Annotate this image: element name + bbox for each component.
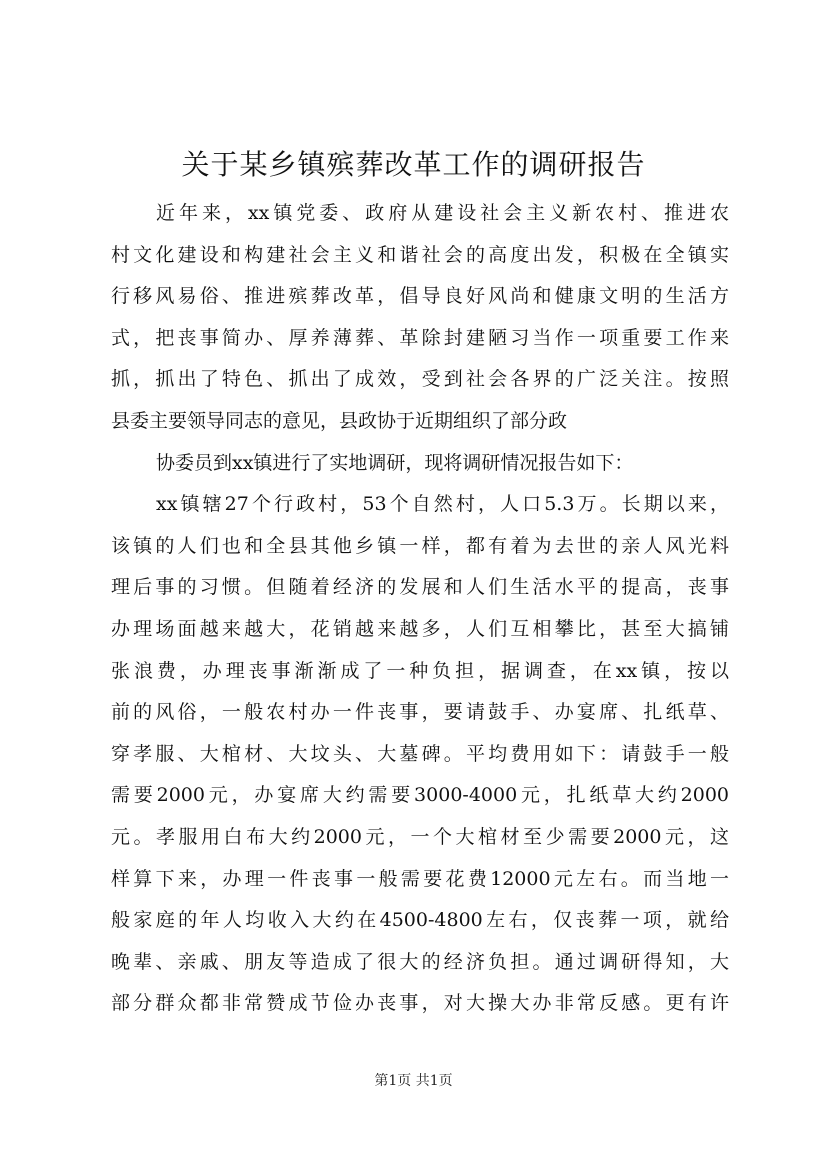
text-line: 该镇的人们也和全县其他乡镇一样，都有着为去世的亲人风光料: [111, 534, 729, 557]
page-footer: 第1页 共1页: [374, 1073, 453, 1089]
text-line: 穿孝服、大棺材、大坟头、大墓碑。平均费用如下：请鼓手一般: [111, 742, 729, 765]
text-line: 元。孝服用白布大约2000元，一个大棺材至少需要2000元，这: [111, 825, 729, 848]
text-line: xx镇辖27个行政村，53个自然村，人口5.3万。长期以来，: [156, 493, 729, 516]
text-line: 抓，抓出了特色、抓出了成效，受到社会各界的广泛关注。按照: [111, 368, 729, 391]
text-line: 部分群众都非常赞成节俭办丧事，对大操大办非常反感。更有许: [111, 992, 729, 1015]
text-line: 办理场面越来越大，花销越来越多，人们互相攀比，甚至大搞铺: [111, 617, 729, 640]
text-line: 样算下来，办理一件丧事一般需要花费12000元左右。而当地一: [111, 867, 729, 890]
text-line: 般家庭的年人均收入大约在4500-4800左右，仅丧葬一项，就给: [111, 909, 729, 932]
text-line: 村文化建设和构建社会主义和谐社会的高度出发，积极在全镇实: [111, 243, 729, 266]
text-line: 县委主要领导同志的意见，县政协于近期组织了部分政: [111, 409, 568, 432]
text-line: 近年来，xx镇党委、政府从建设社会主义新农村、推进农: [156, 202, 729, 224]
text-line: 式，把丧事简办、厚养薄葬、革除封建陋习当作一项重要工作来: [111, 326, 729, 349]
document-title: 关于某乡镇殡葬改革工作的调研报告: [181, 148, 646, 181]
text-line: 晚辈、亲戚、朋友等造成了很大的经济负担。通过调研得知，大: [111, 950, 729, 973]
text-line: 行移风易俗、推进殡葬改革，倡导良好风尚和健康文明的生活方: [111, 285, 729, 308]
text-line: 协委员到xx镇进行了实地调研，现将调研情况报告如下：: [156, 451, 634, 474]
text-line: 张浪费，办理丧事渐渐成了一种负担，据调查，在xx镇，按以: [111, 659, 729, 682]
text-line: 前的风俗，一般农村办一件丧事，要请鼓手、办宴席、扎纸草、: [111, 701, 729, 724]
text-line: 理后事的习惯。但随着经济的发展和人们生活水平的提高，丧事: [111, 576, 729, 599]
text-line: 需要2000元，办宴席大约需要3000-4000元，扎纸草大约2000: [111, 784, 729, 807]
document-body: [111, 193, 729, 1025]
